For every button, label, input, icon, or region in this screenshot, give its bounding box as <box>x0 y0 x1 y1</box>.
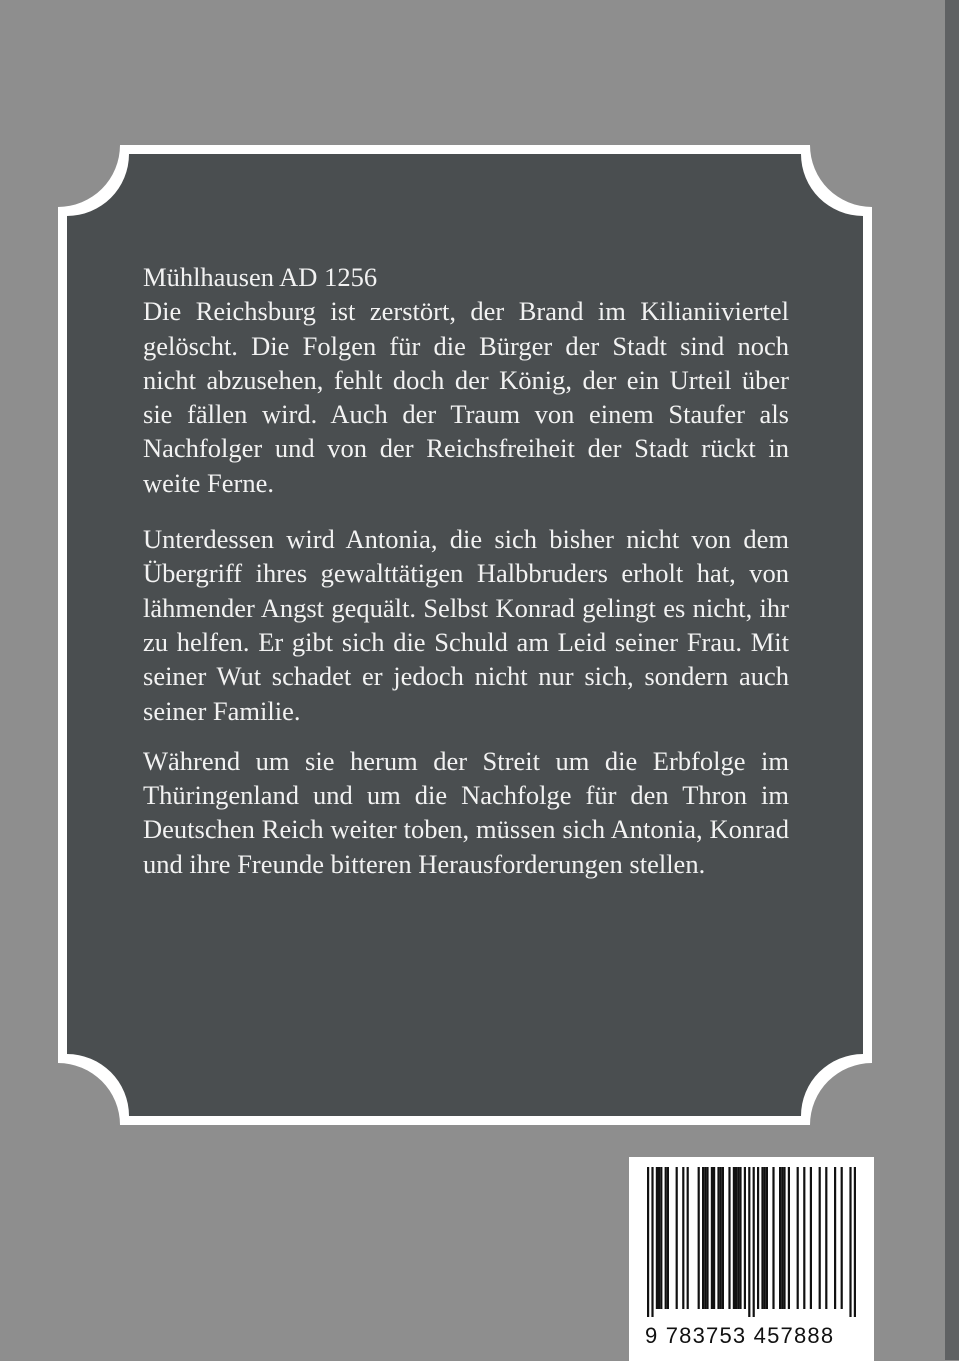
barcode-bar <box>706 1167 708 1309</box>
barcode-bar <box>656 1167 658 1309</box>
barcode-bar <box>687 1167 689 1309</box>
barcode-bar <box>676 1167 678 1309</box>
barcode-bar <box>720 1167 722 1309</box>
blurb-paragraph-2: Unterdessen wird Antonia, die sich bisher nicht von dem Übergriff ihres gewalttätigen Halbbruders erholt hat, von lähmender Angst gequält. Selbst Konrad gelingt es nicht, ihr zu helfen. Er gibt sich die Schuld am Leid seiner Frau. Mit seiner Wut schadet er jedoch nicht nur sich, sondern auch seiner Familie. <box>143 524 789 726</box>
barcode-bar <box>739 1167 741 1309</box>
barcode-bar <box>819 1167 821 1309</box>
barcode-digits: 9 783753 457888 <box>645 1323 835 1348</box>
blurb-paragraph-1: Die Reichsburg ist zerstört, der Brand im Kilianiiviertel gelöscht. Die Folgen für die Bürger der Stadt sind noch nicht abzusehen, fehlt doch der König, der ein Urteil über sie fällen wird. Auch der Traum von einem Staufer als Nachfolger und von der Reichsfreiheit der Stadt rückt in weite Ferne. <box>143 296 789 498</box>
barcode-bar <box>797 1167 799 1309</box>
blurb-paragraph-3: Während um sie herum der Streit um die Erbfolge im Thüringenland und um die Nachfolge für den Thron im Deutschen Reich weiter toben, müssen sich Antonia, Konrad und ihre Freunde bitteren Herausforderungen stellen. <box>143 745 789 879</box>
barcode-bar <box>733 1167 735 1309</box>
barcode-guard-bar <box>849 1167 851 1317</box>
barcode-bar <box>713 1167 715 1309</box>
barcode-guard-bar <box>748 1167 750 1317</box>
barcode-bar <box>764 1167 766 1309</box>
barcode-guard-bar <box>854 1167 856 1317</box>
barcode-bar <box>717 1167 719 1309</box>
barcode-bar <box>744 1167 746 1309</box>
barcode-bar <box>702 1167 704 1309</box>
barcode-bar <box>735 1167 737 1309</box>
barcode-bar <box>803 1167 805 1309</box>
barcode-bar <box>766 1167 768 1309</box>
barcode-guard-bar <box>753 1167 755 1317</box>
barcode-bar <box>711 1167 713 1309</box>
barcode-bar <box>834 1167 836 1309</box>
barcode-bar <box>660 1167 662 1309</box>
barcode-bar <box>728 1167 730 1309</box>
barcode-bars <box>639 1167 864 1317</box>
blurb-heading: Mühlhausen AD 1256 <box>143 262 378 292</box>
barcode-bar <box>704 1167 706 1309</box>
barcode-bar <box>781 1167 783 1309</box>
barcode-guard-bar <box>647 1167 649 1317</box>
barcode-guard-bar <box>651 1167 653 1317</box>
barcode-bar <box>722 1167 724 1309</box>
barcode-bar <box>779 1167 781 1309</box>
barcode-bar <box>667 1167 669 1309</box>
barcode-bar <box>788 1167 790 1309</box>
barcode-bar <box>841 1167 843 1309</box>
barcode-bar <box>665 1167 667 1309</box>
barcode-bar <box>761 1167 763 1309</box>
back-cover-blurb <box>143 260 789 881</box>
barcode-bar <box>682 1167 684 1309</box>
barcode-bar <box>737 1167 739 1309</box>
barcode-bar <box>698 1167 700 1309</box>
barcode-bar <box>783 1167 785 1309</box>
barcode-bar <box>825 1167 827 1309</box>
barcode-bar <box>658 1167 660 1309</box>
barcode-bar <box>757 1167 759 1309</box>
barcode-bar <box>810 1167 812 1309</box>
isbn-barcode <box>629 1157 874 1361</box>
barcode-bar <box>772 1167 774 1309</box>
